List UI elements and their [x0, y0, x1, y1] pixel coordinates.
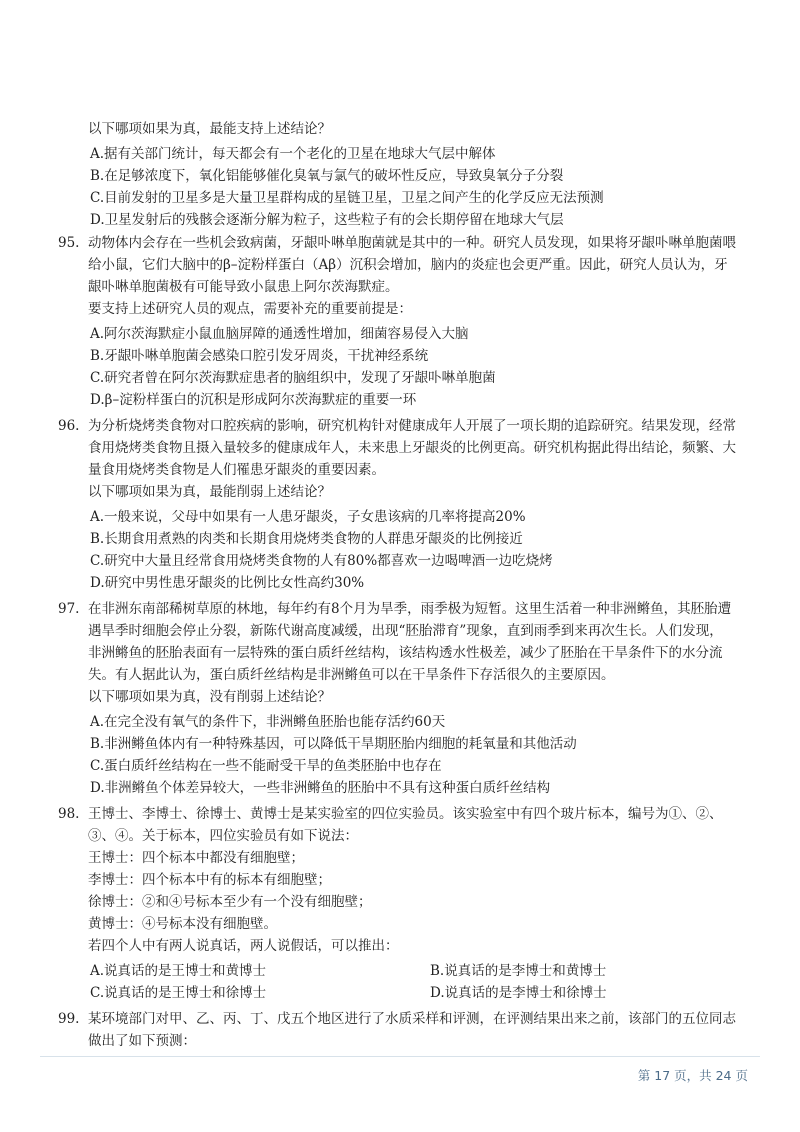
option-b: B.非洲鳉鱼体内有一种特殊基因，可以降低干旱期胚胎内细胞的耗氧量和其他活动	[90, 736, 577, 752]
question-number: 98.	[58, 806, 80, 822]
option-c: C.研究者曾在阿尔茨海默症患者的脑组织中，发现了牙龈卟啉单胞菌	[90, 370, 496, 386]
option-d: D.非洲鳉鱼个体差异较大，一些非洲鳉鱼的胚胎中不具有这种蛋白质纤丝结构	[90, 780, 551, 796]
option-b: B.说真话的是李博士和黄博士	[430, 963, 607, 979]
option-a: A.据有关部门统计，每天都会有一个老化的卫星在地球大气层中解体	[90, 146, 496, 162]
option-c: C.研究中大量且经常食用烧烤类食物的人有80%都喜欢一边喝啤酒一边吃烧烤	[90, 553, 553, 569]
question-number: 95.	[58, 235, 80, 251]
page-number: 第 17 页，共 24 页	[637, 1068, 748, 1083]
question-prompt: 若四个人中有两人说真话，两人说假话，可以推出：	[88, 938, 399, 954]
option-d: D.研究中男性患牙龈炎的比例比女性高约30%	[90, 575, 365, 591]
question-prompt: 要支持上述研究人员的观点，需要补充的重要前提是：	[88, 301, 412, 317]
question-stem-line: 做出了如下预测：	[88, 1033, 196, 1049]
question-prompt: 以下哪项如果为真，没有削弱上述结论？	[88, 689, 331, 705]
statement-xu: 徐博士：②和④号标本至少有一个没有细胞壁；	[88, 894, 372, 910]
question-stem-line: 食用烧烤类食物且摄入量较多的健康成年人，未来患上牙龈炎的比例更高。研究机构据此得出结论，频繁、大	[88, 440, 736, 456]
question-stem-line: 动物体内会存在一些机会致病菌，牙龈卟啉单胞菌就是其中的一种。研究人员发现，如果将牙龈卟啉单胞菌喂	[88, 235, 736, 251]
page-content	[58, 120, 758, 1054]
question-98	[58, 805, 758, 1006]
option-d: D.说真话的是李博士和徐博士	[430, 985, 607, 1001]
option-d: D.β–淀粉样蛋白的沉积是形成阿尔茨海默症的重要一环	[90, 392, 417, 408]
statement-huang: 黄博士：④号标本没有细胞壁。	[88, 916, 277, 932]
option-c: C.目前发射的卫星多是大量卫星群构成的星链卫星，卫星之间产生的化学反应无法预测	[90, 190, 604, 206]
options-grid	[88, 962, 768, 1006]
footer-divider	[40, 1056, 760, 1057]
question-95	[58, 234, 758, 413]
option-c: C.说真话的是王博士和徐博士	[90, 985, 267, 1001]
question-number: 97.	[58, 601, 80, 617]
option-a: A.说真话的是王博士和黄博士	[90, 963, 267, 979]
question-99	[58, 1010, 758, 1054]
prev-question-tail	[58, 120, 758, 230]
option-a: A.阿尔茨海默症小鼠血脑屏障的通透性增加，细菌容易侵入大脑	[90, 326, 469, 342]
question-97	[58, 600, 758, 801]
option-d: D.卫星发射后的残骸会逐渐分解为粒子，这些粒子有的会长期停留在地球大气层	[90, 212, 564, 228]
question-stem-line: 量食用烧烤类食物是人们罹患牙龈炎的重要因素。	[88, 462, 385, 478]
question-stem-line: 给小鼠，它们大脑中的β–淀粉样蛋白（Aβ）沉积会增加，脑内的炎症也会更严重。因此，研究人员认为，牙	[88, 257, 728, 273]
option-b: B.长期食用煮熟的肉类和长期食用烧烤类食物的人群患牙龈炎的比例接近	[90, 531, 523, 547]
question-stem-line: ③、④。关于标本，四位实验员有如下说法：	[88, 828, 358, 844]
option-c: C.蛋白质纤丝结构在一些不能耐受干旱的鱼类胚胎中也存在	[90, 758, 442, 774]
option-a: A.一般来说，父母中如果有一人患牙龈炎，子女患该病的几率将提高20%	[90, 509, 526, 525]
statement-wang: 王博士：四个标本中都没有细胞壁；	[88, 850, 304, 866]
question-96	[58, 417, 758, 596]
question-stem-line: 在非洲东南部稀树草原的林地，每年约有8个月为旱季，雨季极为短暂。这里生活着一种非洲鳉鱼，其胚胎遭	[88, 601, 732, 617]
option-b: B.在足够浓度下，氧化铝能够催化臭氧与氯气的破坏性反应，导致臭氧分子分裂	[90, 168, 564, 184]
question-number: 99.	[58, 1011, 80, 1027]
question-prompt: 以下哪项如果为真，最能支持上述结论？	[88, 121, 331, 137]
question-stem-line: 某环境部门对甲、乙、丙、丁、戊五个地区进行了水质采样和评测，在评测结果出来之前，该部门的五位同志	[88, 1011, 736, 1027]
question-prompt: 以下哪项如果为真，最能削弱上述结论？	[88, 484, 331, 500]
question-stem-line: 遇旱季时细胞会停止分裂，新陈代谢高度减缓，出现“胚胎滞育”现象，直到雨季到来再次生长。人们发现，	[88, 623, 723, 639]
question-stem-line: 王博士、李博士、徐博士、黄博士是某实验室的四位实验员。该实验室中有四个玻片标本，编号为①、②、	[88, 806, 723, 822]
question-number: 96.	[58, 418, 80, 434]
question-stem-line: 龈卟啉单胞菌极有可能导致小鼠患上阿尔茨海默症。	[88, 279, 399, 295]
question-stem-line: 为分析烧烤类食物对口腔疾病的影响，研究机构针对健康成年人开展了一项长期的追踪研究。结果发现，经常	[88, 418, 736, 434]
option-a: A.在完全没有氧气的条件下，非洲鳉鱼胚胎也能存活约60天	[90, 714, 446, 730]
option-b: B.牙龈卟啉单胞菌会感染口腔引发牙周炎，干扰神经系统	[90, 348, 429, 364]
question-stem-line: 非洲鳉鱼的胚胎表面有一层特殊的蛋白质纤丝结构，该结构透水性极差，减少了胚胎在干旱条件下的水分流	[88, 645, 723, 661]
statement-li: 李博士：四个标本中有的标本有细胞壁；	[88, 872, 331, 888]
question-stem-line: 失。有人据此认为，蛋白质纤丝结构是非洲鳉鱼可以在干旱条件下存活很久的主要原因。	[88, 667, 615, 683]
